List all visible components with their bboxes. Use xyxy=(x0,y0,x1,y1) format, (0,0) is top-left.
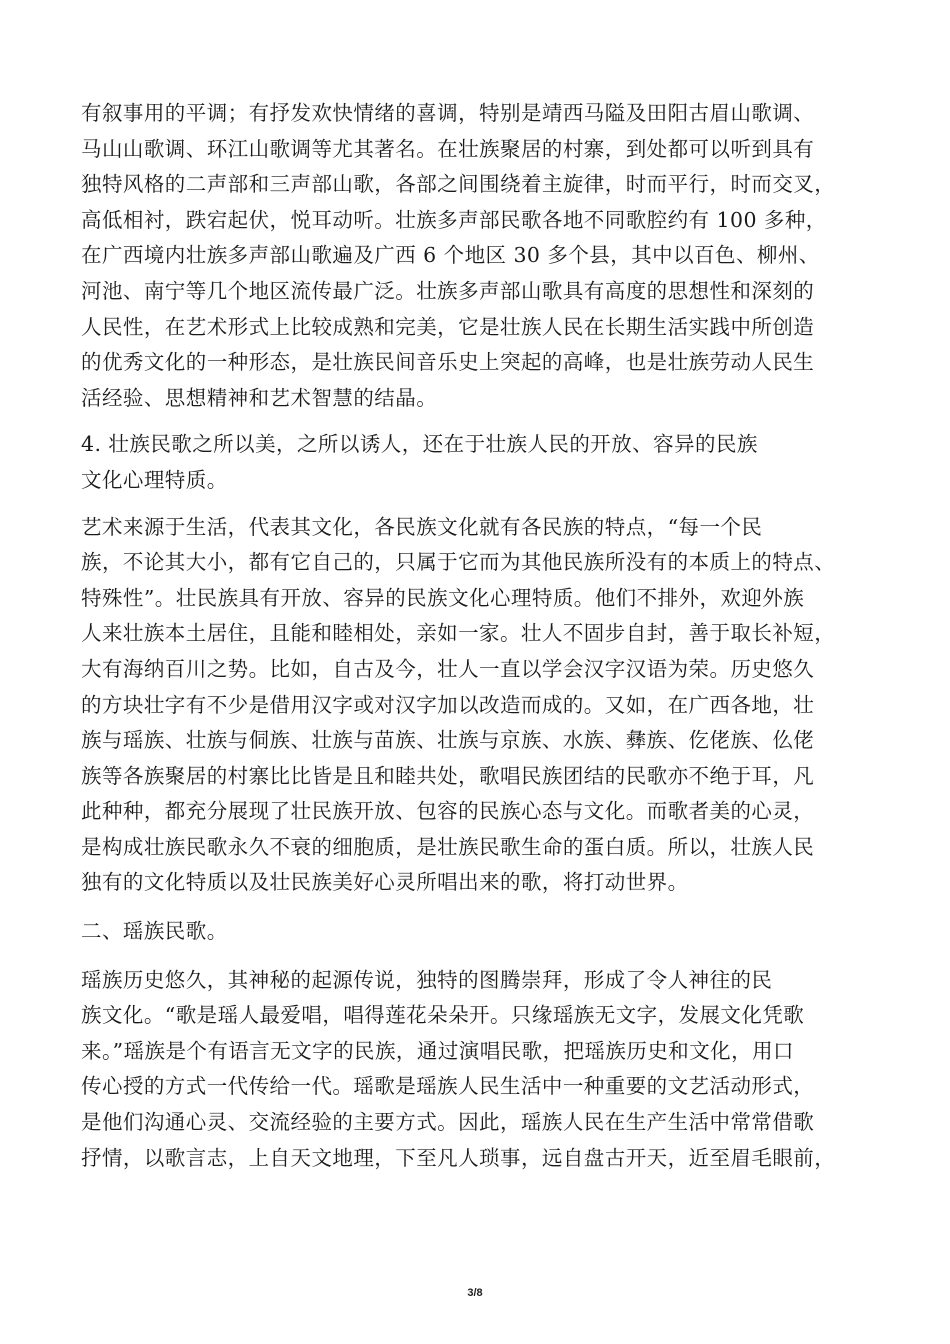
body-text xyxy=(81,96,881,1176)
section-heading-yao-folk-songs: 二、瑶族民歌。 xyxy=(81,919,228,944)
paragraph-zhuang-cultural-openness: 艺术来源于生活，代表其文化，各民族文化就有各民族的特点，“每一个民 族，不论其大小，都有它自己的，只属于它而为其他民族所没有的本质上的特点、 特殊性”。壮民族具有开放、容异的民族文化心理特质。他们不排外，欢迎外族 人来壮族本土居住，且能和睦相处，亲如一家。壮人不固步自封，善于取长补短， 大有海纳百川之势。比如，自古及今，壮人一直以学会汉字汉语为荣。历史悠久 的方块壮字有不少是借用汉字或对汉字加以改造而成的。又如，在广西各地，壮 族与瑶族、壮族与侗族、壮族与苗族、壮族与京族、水族、彝族、仡佬族、仫佬 族等各族聚居的村寨比比皆是且和睦共处，歌唱民族团结的民歌亦不绝于耳，凡 此种种，都充分展现了壮民族开放、包容的民族心态与文化。而歌者美的心灵， 是构成壮族民歌永久不衰的细胞质，是壮族民歌生命的蛋白质。所以，壮族人民 独有的文化特质以及壮民族美好心灵所唱出来的歌，将打动世界。 xyxy=(81,514,836,895)
paragraph-point-4-heading: 4. 壮族民歌之所以美，之所以诱人，还在于壮族人民的开放、容异的民族 文化心理特质。 xyxy=(81,432,758,492)
paragraph-zhuang-multipart-songs: 有叙事用的平调；有抒发欢快情绪的喜调，特别是靖西马隘及田阳古眉山歌调、 马山山歌调、环江山歌调等尤其著名。在壮族聚居的村寨，到处都可以听到具有 独特风格的二声部和三声部山歌，各部之间围绕着主旋律，时而平行，时而交叉， 高低相衬，跌宕起伏，悦耳动听。壮族多声部民歌各地不同歌腔约有 100 多种， 在广西境内壮族多声部山歌遍及广西 6 个地区 30 多个县，其中以百色、柳州、 河池、南宁等几个地区流传最广泛。壮族多声部山歌具有高度的思想性和深刻的 人民性，在艺术形式上比较成熟和完美，它是壮族人民在长期生活实践中所创造 的优秀文化的一种形态，是壮族民间音乐史上突起的高峰，也是壮族劳动人民生 活经验、思想精神和艺术智慧的结晶。 xyxy=(81,101,836,410)
paragraph-yao-history: 瑶族历史悠久，其神秘的起源传说，独特的图腾崇拜，形成了令人神往的民 族文化。“歌是瑶人最爱唱，唱得莲花朵朵开。只缘瑶族无文字，发展文化凭歌 来。”瑶族是个有语言无文字的民族，通过演唱民歌，把瑶族历史和文化，用口 传心授的方式一代传给一代。瑶歌是瑶族人民生活中一种重要的文艺活动形式， 是他们沟通心灵、交流经验的主要方式。因此，瑶族人民在生产生活中常常借歌 抒情，以歌言志，上自天文地理，下至凡人琐事，远自盘古开天，近至眉毛眼前， xyxy=(81,967,836,1170)
page-number: 3/8 xyxy=(467,1287,483,1299)
